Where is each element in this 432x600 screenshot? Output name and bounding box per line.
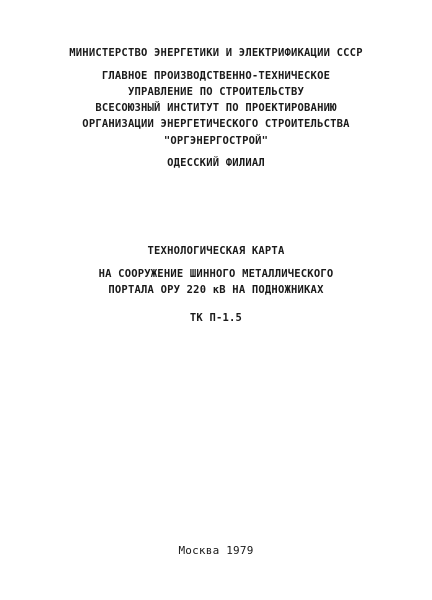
institute-name-line1: ВСЕСОЮЗНЫЙ ИНСТИТУТ ПО ПРОЕКТИРОВАНИЮ	[95, 102, 337, 114]
document-subject-line2: ПОРТАЛА ОРУ 220 кВ НА ПОДНОЖНИКАХ	[108, 284, 324, 296]
document-type: ТЕХНОЛОГИЧЕСКАЯ КАРТА	[147, 245, 285, 257]
institute-short-name: "ОРГЭНЕРГОСТРОЙ"	[163, 135, 269, 147]
ministry-name: МИНИСТЕРСТВО ЭНЕРГЕТИКИ И ЭЛЕКТРИФИКАЦИИ СССР	[69, 47, 363, 59]
document-code: ТК П-1.5	[189, 312, 243, 324]
directorate-name-line2: УПРАВЛЕНИЕ ПО СТРОИТЕЛЬСТВУ	[127, 86, 305, 98]
institute-name-line2: ОРГАНИЗАЦИИ ЭНЕРГЕТИЧЕСКОГО СТРОИТЕЛЬСТВА	[82, 118, 350, 130]
publication-place-year: Москва 1979	[178, 544, 254, 557]
directorate-name-line1: ГЛАВНОЕ ПРОИЗВОДСТВЕННО-ТЕХНИЧЕСКОЕ	[101, 70, 331, 82]
branch-name: ОДЕССКИЙ ФИЛИАЛ	[167, 157, 265, 169]
document-subject-line1: НА СООРУЖЕНИЕ ШИННОГО МЕТАЛЛИЧЕСКОГО	[98, 268, 334, 280]
